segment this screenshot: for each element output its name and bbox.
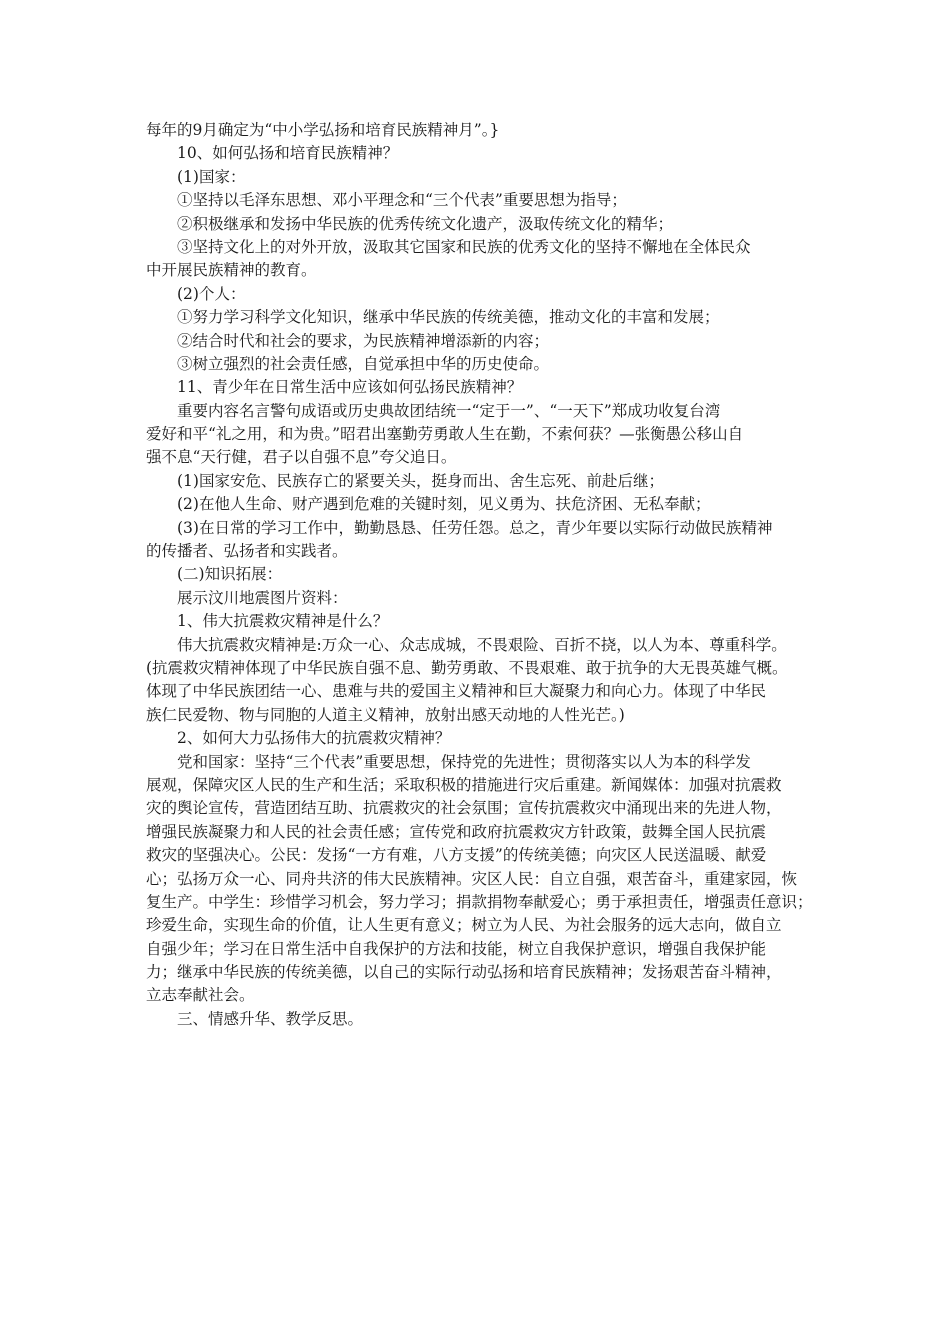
text-line: 1、伟大抗震救灾精神是什么？	[177, 612, 389, 631]
text-line: 救灾的坚强决心。公民：发扬“一方有难，八方支援”的传统美德；向灾区人民送温暖、献爱	[146, 846, 767, 865]
text-line: 每年的9月确定为“中小学弘扬和培育民族精神月”。}	[146, 121, 500, 139]
text-line: 自强少年；学习在日常生活中自我保护的方法和技能，树立自我保护意识，增强自我保护能	[146, 939, 767, 958]
text-line: ②积极继承和发扬中华民族的优秀传统文化遗产，汲取传统文化的精华；	[177, 214, 674, 233]
text-line: 展示汶川地震图片资料：	[177, 588, 348, 607]
text-line: ③坚持文化上的对外开放，汲取其它国家和民族的优秀文化的坚持不懈地在全体民众	[177, 237, 751, 256]
text-line: 的传播者、弘扬者和实践者。	[146, 542, 348, 561]
text-line: ③树立强烈的社会责任感，自觉承担中华的历史使命。	[177, 354, 550, 373]
text-line: (2)在他人生命、财产遇到危难的关键时刻，见义勇为、扶危济困、无私奉献；	[177, 495, 711, 514]
text-line: (二)知识拓展：	[177, 565, 283, 584]
text-line: 11、青少年在日常生活中应该如何弘扬民族精神？	[177, 378, 523, 397]
text-line: 展观，保障灾区人民的生产和生活；采取积极的措施进行灾后重建。新闻媒体：加强对抗震救	[146, 775, 782, 794]
text-line: (1)国家安危、民族存亡的紧要关头，挺身而出、舍生忘死、前赴后继；	[177, 471, 664, 490]
text-line: 复生产。中学生：珍惜学习机会，努力学习；捐款捐物奉献爱心；勇于承担责任，增强责任意识；	[146, 892, 813, 911]
text-line: 灾的舆论宣传，营造团结互助、抗震救灾的社会氛围；宣传抗震救灾中涌现出来的先进人物，	[146, 799, 782, 818]
text-line: 立志奉献社会。	[146, 986, 255, 1005]
text-line: (2)个人：	[177, 284, 246, 303]
text-line: 三、情感升华、教学反思。	[177, 1009, 364, 1028]
text-line: ②结合时代和社会的要求，为民族精神增添新的内容；	[177, 331, 550, 350]
text-line: 体现了中华民族团结一心、患难与共的爱国主义精神和巨大凝聚力和向心力。体现了中华民	[146, 682, 767, 701]
text-line: 爱好和平“礼之用，和为贵。”昭君出塞勤劳勇敢人生在勤，不索何获？—张衡愚公移山自	[146, 425, 744, 444]
text-line: 10、如何弘扬和培育民族精神？	[177, 144, 399, 163]
text-line: (3)在日常的学习工作中，勤勤恳恳、任劳任怨。总之，青少年要以实际行动做民族精神	[177, 518, 773, 537]
text-line: (抗震救灾精神体现了中华民族自强不息、勤劳勇敢、不畏艰难、敢于抗争的大无畏英雄气概。	[146, 658, 788, 677]
text-line: 党和国家：坚持“三个代表”重要思想，保持党的先进性；贯彻落实以人为本的科学发	[177, 752, 751, 771]
text-line: 力；继承中华民族的传统美德，以自己的实际行动弘扬和培育民族精神；发扬艰苦奋斗精神，	[146, 963, 782, 982]
text-line: 重要内容名言警句成语或历史典故团结统一“定于一”、“一天下”郑成功收复台湾	[177, 401, 721, 420]
text-line: ①努力学习科学文化知识，继承中华民族的传统美德，推动文化的丰富和发展；	[177, 308, 720, 327]
text-line: (1)国家：	[177, 167, 246, 186]
text-line: 伟大抗震救灾精神是:万众一心、众志成城，不畏艰险、百折不挠，以人为本、尊重科学。	[177, 635, 787, 654]
text-line: 珍爱生命，实现生命的价值，让人生更有意义；树立为人民、为社会服务的远大志向，做自立	[146, 916, 782, 935]
text-line: 增强民族凝聚力和人民的社会责任感；宣传党和政府抗震救灾方针政策，鼓舞全国人民抗震	[146, 822, 767, 841]
text-line: 中开展民族精神的教育。	[146, 261, 317, 280]
text-line: 心；弘扬万众一心、同舟共济的伟大民族精神。灾区人民：自立自强，艰苦奋斗，重建家园，恢	[146, 869, 798, 888]
text-line: 2、如何大力弘扬伟大的抗震救灾精神？	[177, 729, 451, 748]
text-line: ①坚持以毛泽东思想、邓小平理念和“三个代表”重要思想为指导；	[177, 191, 627, 210]
text-line: 强不息“天行健，君子以自强不息”夸父追日。	[146, 448, 457, 467]
document-body	[146, 119, 826, 1031]
text-line: 族仁民爱物、物与同胞的人道主义精神，放射出感天动地的人性光芒。)	[146, 705, 625, 724]
